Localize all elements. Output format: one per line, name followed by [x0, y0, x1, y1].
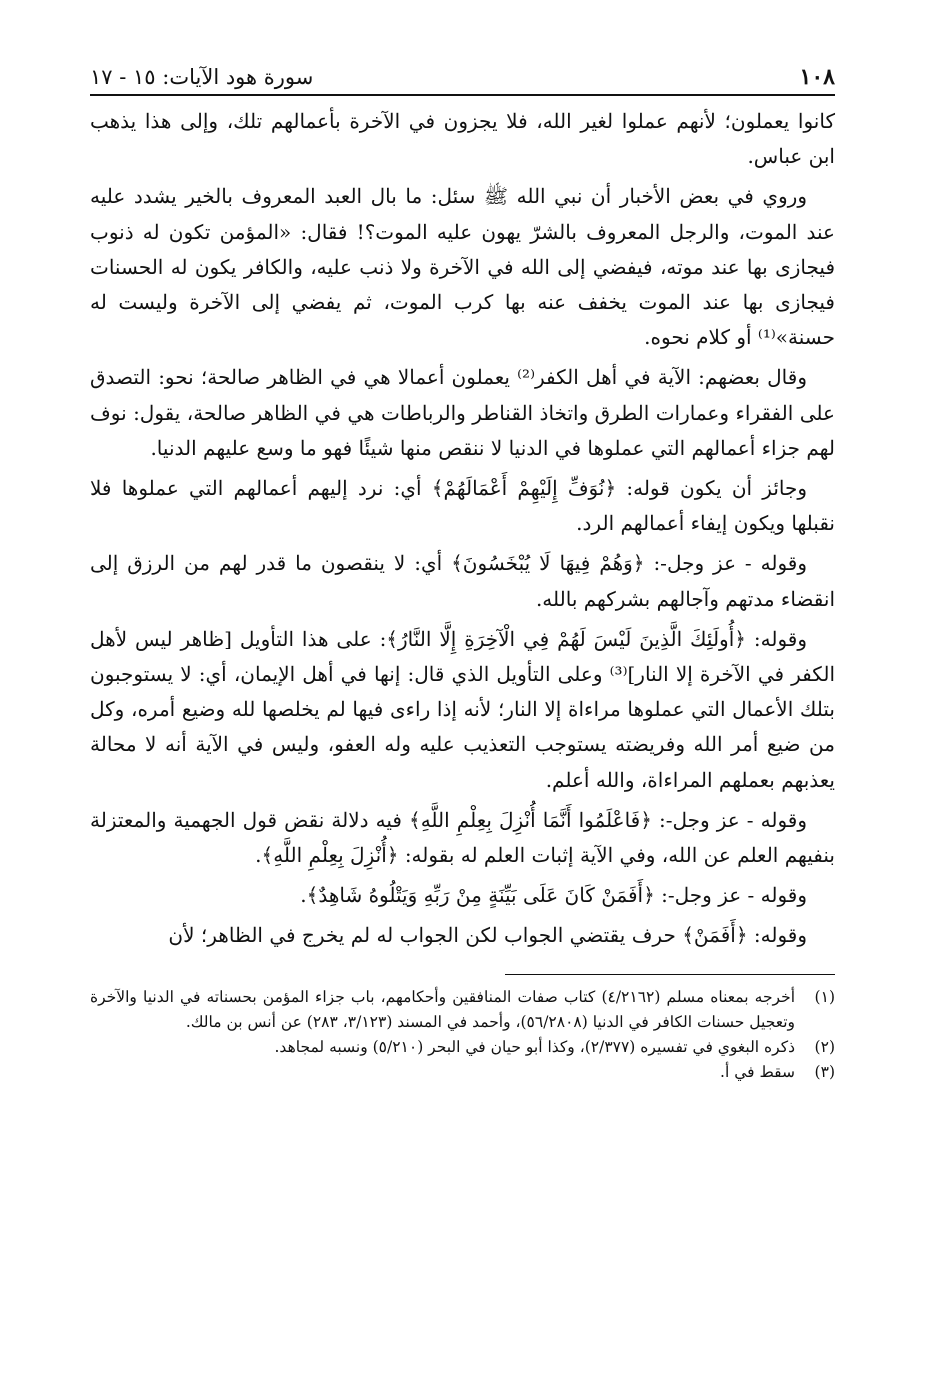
footnote-number: (٢) — [814, 1037, 835, 1056]
paragraph: وقوله - عز وجل-: ﴿فَاعْلَمُوا أَنَّمَا أُنْزِلَ بِعِلْمِ اللَّهِ﴾ فيه دلالة نقض قول الجهمية والمعتزلة بنفيهم العلم عن الله، وفي الآية إثبات العلم له بقوله: ﴿أُنْزِلَ بِعِلْمِ اللَّهِ﴾. — [90, 807, 835, 868]
paragraph: وقوله: ﴿أُولَئِكَ الَّذِينَ لَيْسَ لَهُمْ فِي الْآخِرَةِ إِلَّا النَّارُ﴾: على هذا التأويل [ظاهر ليس لأهل الكفر في الآخرة إلا النار]⁽³⁾ وعلى التأويل الذي قال: إنها في أهل الإيمان، أي: لا يستوجبون بتلك الأعمال التي عملوها مراءاة إلا النار؛ لأنه إذا راءى فيها لم يخلصها لله وضيع أمره، وكل من ضيع أمر الله وفريضته يستوجب التعذيب عليه وله العفو، وليس في الآية أنه لا محالة يعذبهم بعملهم المراءاة، والله أعلم. — [90, 626, 835, 792]
footnote — [90, 1035, 835, 1060]
footnote-text: ذكره البغوي في تفسيره (٢/٣٧٧)، وكذا أبو حيان في البحر (٥/٢١٠) ونسبه لمجاهد. — [274, 1037, 795, 1056]
paragraph: وقال بعضهم: الآية في أهل الكفر⁽²⁾ يعملون أعمالا هي في الظاهر صالحة؛ نحو: التصدق على الفقراء وعمارات الطرق واتخاذ القناطر والرباطات هي في الظاهر صالحة، يقول: نوف لهم جزاء أعمالهم التي عملوها في الدنيا لا ننقص منها شيئًا فهو ما وسع عليهم الدنيا. — [90, 365, 835, 460]
paragraph: وجائز أن يكون قوله: ﴿نُوَفِّ إِلَيْهِمْ أَعْمَالَهُمْ﴾ أي: نرد إليهم أعمالهم التي عملوها فلا نقبلها ويكون إيفاء أعمالهم الرد. — [90, 476, 835, 536]
main-text — [90, 104, 835, 954]
page-header — [90, 50, 835, 94]
footnote-number: (٣) — [814, 1062, 835, 1081]
paragraph: كانوا يعملون؛ لأنهم عملوا لغير الله، فلا يجزون في الآخرة بأعمالهم تلك، وإلى هذا يذهب ابن عباس. — [90, 109, 835, 169]
page-number: ١٠٨ — [799, 64, 835, 90]
paragraph: وقوله - عز وجل-: ﴿أَفَمَنْ كَانَ عَلَى بَيِّنَةٍ مِنْ رَبِّهِ وَيَتْلُوهُ شَاهِدٌ﴾. — [300, 883, 807, 908]
footnote-text: سقط في أ. — [720, 1062, 795, 1081]
header-rule — [90, 94, 835, 96]
footnote — [90, 985, 835, 1035]
paragraph: وقوله - عز وجل-: ﴿وَهُمْ فِيهَا لَا يُبْخَسُونَ﴾ أي: لا ينقصون ما قدر لهم من الرزق إلى انقضاء مدتهم وآجالهم بشركهم بالله. — [90, 551, 835, 611]
footnotes — [90, 985, 835, 1085]
footnote-number: (١) — [814, 987, 835, 1006]
footnote — [90, 1060, 835, 1085]
paragraph: وروي في بعض الأخبار أن نبي الله ﷺ سئل: ما بال العبد المعروف بالخير يشدد عليه عند الموت، والرجل المعروف بالشرّ يهون عليه الموت؟! فقال: «المؤمن تكون له ذنوب فيجازى بها عند موته، فيفضي إلى الله في الآخرة ولا ذنب عليه، والكافر يكون له الحسنات فيجازى بها عند الموت يخفف عنه بها كرب الموت، ثم يفضي إلى الآخرة وليست له حسنة»⁽¹⁾ أو كلام نحوه. — [90, 184, 835, 350]
footnote-rule — [505, 974, 835, 975]
running-title: سورة هود الآيات: ١٥ - ١٧ — [90, 65, 314, 89]
book-page — [90, 50, 835, 1085]
paragraph: وقوله: ﴿أَفَمَنْ﴾ حرف يقتضي الجواب لكن الجواب له لم يخرج في الظاهر؛ لأن — [168, 923, 807, 948]
footnote-text: أخرجه بمعناه مسلم (٤/٢١٦٢) كتاب صفات المنافقين وأحكامهم، باب جزاء المؤمن بحسناته في الدنيا والآخرة وتعجيل حسنات الكافر في الدنيا (٥٦/٢٨٠٨)، وأحمد في المسند (٣/١٢٣، ٢٨٣) عن أنس بن مالك. — [90, 987, 795, 1031]
